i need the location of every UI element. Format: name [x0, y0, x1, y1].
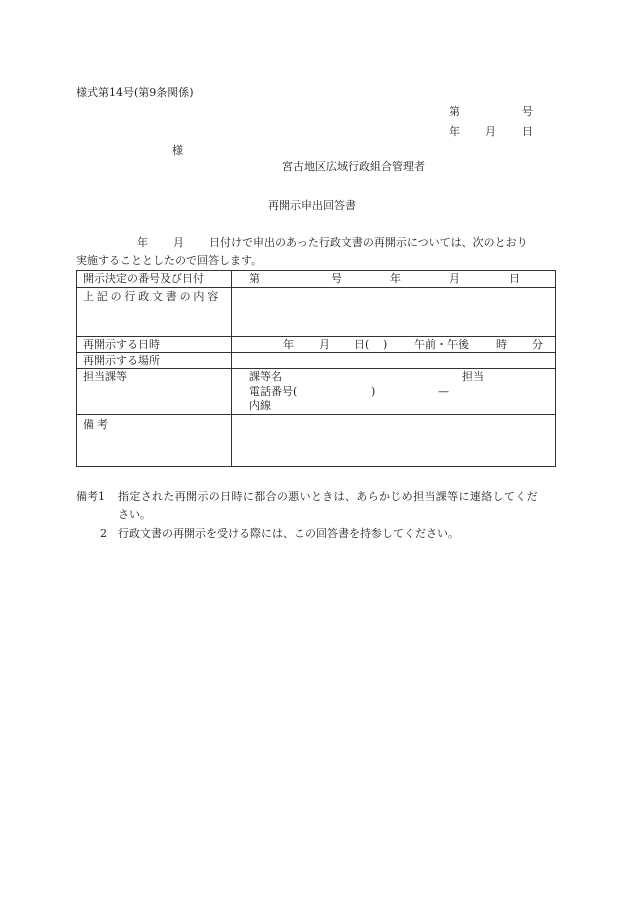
note-1-line-2: さい。 — [118, 508, 151, 521]
row-label-responsible-section: 担当課等 — [83, 370, 127, 383]
value-day: 日( — [354, 338, 370, 351]
value-extension: 内線 — [249, 399, 271, 412]
value-year: 年 — [283, 338, 294, 351]
doc-no-suffix: 号 — [522, 105, 533, 118]
sender-name: 宮古地区広域行政組合管理者 — [282, 160, 425, 173]
value-phone-close: ) — [371, 385, 376, 398]
row-label-disclosure-decision: 開示決定の番号及び日付 — [83, 272, 204, 285]
value-staff: 担当 — [462, 370, 484, 383]
document-title: 再開示申出回答書 — [268, 199, 356, 212]
table-row — [77, 353, 555, 369]
doc-no-prefix: 第 — [449, 105, 460, 118]
row-label-document-content: 上記の行政文書の内容 — [83, 290, 221, 303]
value-month: 月 — [319, 338, 330, 351]
value-day: 日 — [509, 272, 520, 285]
notes-heading: 備考1 — [76, 490, 105, 503]
value-month: 月 — [449, 272, 460, 285]
table-row — [77, 369, 555, 415]
note-2-number: 2 — [100, 527, 107, 540]
value-dash: — — [438, 385, 449, 398]
date-day: 日 — [522, 125, 533, 138]
note-2-text: 行政文書の再開示を受ける際には、この回答書を持参してください。 — [118, 527, 459, 540]
body-line1: 日付けで申出のあった行政文書の再開示については、次のとおり — [209, 236, 528, 249]
form-number: 様式第14号(第9条関係) — [76, 86, 194, 99]
value-section-name: 課等名 — [249, 370, 282, 383]
table-row — [77, 271, 555, 288]
note-1-line-1: 指定された再開示の日時に都合の悪いときは、あらかじめ担当課等に連絡してくだ — [118, 490, 538, 503]
row-label-remarks: 備考 — [83, 418, 111, 431]
row-label-redisclosure-place: 再開示する場所 — [83, 354, 160, 367]
value-paren-close: ) — [383, 338, 388, 351]
value-dai: 第 — [249, 272, 260, 285]
value-year: 年 — [390, 272, 401, 285]
date-year: 年 — [449, 125, 460, 138]
value-hour: 時 — [496, 338, 507, 351]
value-phone: 電話番号( — [249, 385, 298, 398]
body-month: 月 — [173, 236, 184, 249]
table-row — [77, 415, 555, 467]
body-year: 年 — [137, 236, 148, 249]
value-minute: 分 — [532, 338, 543, 351]
reply-table — [76, 270, 556, 467]
date-month: 月 — [485, 125, 496, 138]
row-label-redisclosure-datetime: 再開示する日時 — [83, 338, 160, 351]
value-am-pm: 午前・午後 — [414, 338, 469, 351]
table-row — [77, 288, 555, 337]
body-line2: 実施することとしたので回答します。 — [76, 254, 263, 267]
value-go: 号 — [331, 272, 342, 285]
addressee-suffix: 様 — [172, 144, 183, 157]
table-row — [77, 337, 555, 353]
